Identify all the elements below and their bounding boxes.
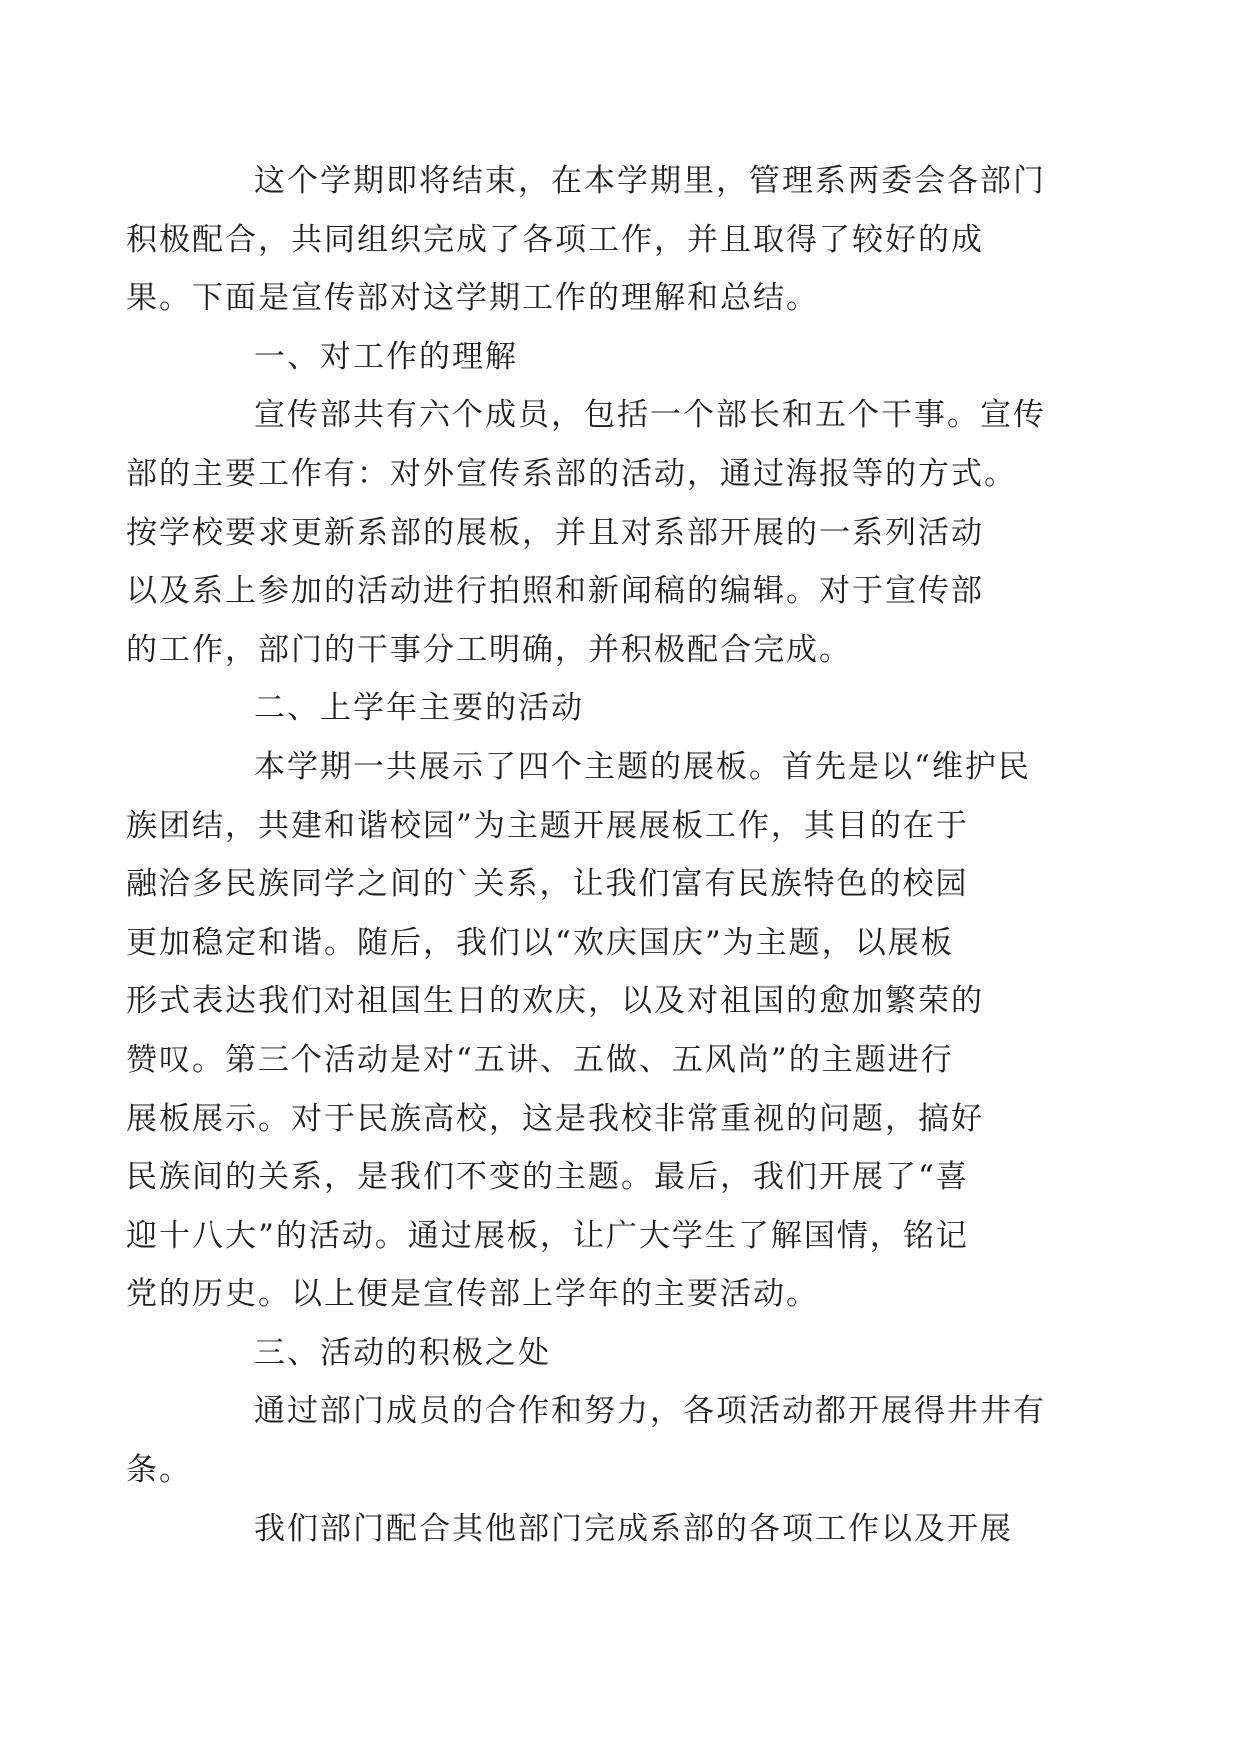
text-line: 融洽多民族同学之间的`关系，让我们富有民族特色的校园 — [126, 866, 969, 903]
section-1-paragraph — [126, 386, 1055, 679]
text-line: 果。下面是宣传部对这学期工作的理解和总结。 — [126, 280, 819, 317]
section-3-paragraph-1 — [126, 1382, 1055, 1499]
text-line: 党的历史。以上便是宣传部上学年的主要活动。 — [126, 1276, 819, 1313]
text-line: 以及系上参加的活动进行拍照和新闻稿的编辑。对于宣传部 — [126, 573, 984, 610]
text-line: 我们部门配合其他部门完成系部的各项工作以及开展 — [254, 1510, 1013, 1547]
text-line: 迎十八大”的活动。通过展板，让广大学生了解国情，铭记 — [126, 1217, 969, 1254]
intro-paragraph — [126, 152, 1055, 328]
text-line: 条。 — [126, 1452, 192, 1489]
text-line: 积极配合，共同组织完成了各项工作，并且取得了较好的成 — [126, 221, 984, 258]
text-line: 按学校要求更新系部的展板，并且对系部开展的一系列活动 — [126, 514, 984, 551]
section-2-paragraph — [126, 738, 1055, 1324]
text-line: 的工作，部门的干事分工明确，并积极配合完成。 — [126, 631, 852, 668]
section-heading-3: 三、活动的积极之处 — [254, 1334, 551, 1371]
text-line: 本学期一共展示了四个主题的展板。首先是以“维护民 — [254, 748, 1031, 785]
section-3-paragraph-2 — [190, 1500, 1055, 1559]
text-line: 赞叹。第三个活动是对“五讲、五做、五风尚”的主题进行 — [126, 1041, 954, 1078]
text-line: 更加稳定和谐。随后，我们以“欢庆国庆”为主题，以展板 — [126, 924, 954, 961]
text-line: 部的主要工作有：对外宣传系部的活动，通过海报等的方式。 — [126, 455, 1017, 492]
text-line: 民族间的关系，是我们不变的主题。最后，我们开展了“喜 — [126, 1159, 969, 1196]
text-line: 通过部门成员的合作和努力，各项活动都开展得井井有 — [254, 1393, 1046, 1430]
text-line: 族团结，共建和谐校园”为主题开展展板工作，其目的在于 — [126, 807, 969, 844]
text-line: 这个学期即将结束，在本学期里，管理系两委会各部门 — [254, 163, 1046, 199]
text-line: 展板展示。对于民族高校，这是我校非常重视的问题，搞好 — [126, 1100, 984, 1137]
section-heading-1: 一、对工作的理解 — [254, 338, 518, 375]
section-heading-2: 二、上学年主要的活动 — [254, 690, 584, 727]
text-line: 宣传部共有六个成员，包括一个部长和五个干事。宣传 — [254, 397, 1046, 434]
document-body — [126, 152, 1055, 1558]
text-line: 形式表达我们对祖国生日的欢庆，以及对祖国的愈加繁荣的 — [126, 983, 984, 1020]
